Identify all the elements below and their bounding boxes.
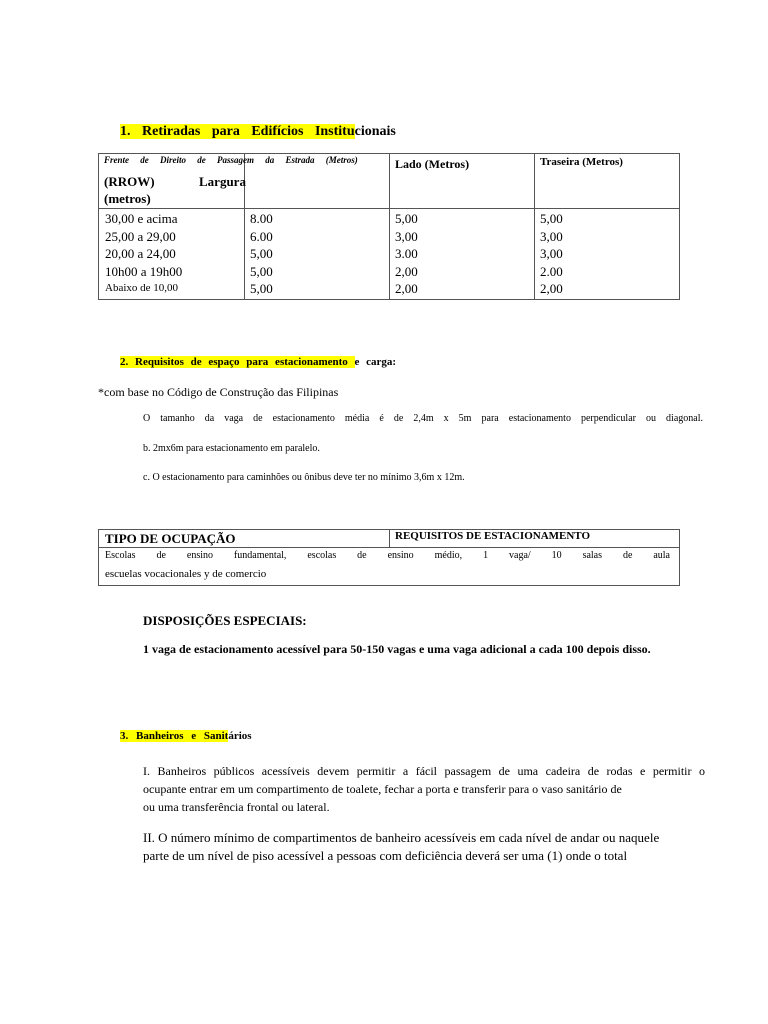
section1-heading-highlight: 1. Retiradas para Edifícios Institu [120,124,355,139]
table-cell: escuelas vocacionales y de comercio [105,568,267,580]
header-largura: Largura [199,174,246,189]
table-cell: Escolas de ensino fundamental, escolas de ensino médio, 1 vaga/ 10 salas de aula [105,550,670,561]
table-cell: 2,00 [395,281,418,297]
header-tipo-ocupacao: TIPO DE OCUPAÇÃO [105,531,236,546]
table-cell: 3.00 [395,246,418,262]
table-divider [389,154,390,299]
table-cell: 5,00 [250,281,273,297]
column-range [105,210,182,298]
paragraph-i [143,762,705,816]
table-cell: 5,00 [395,211,418,226]
table-divider [99,547,679,548]
table-cell: 2,00 [395,263,418,279]
table-cell: 5,00 [540,211,563,226]
table-cell: 3,00 [540,228,563,244]
section3-heading [120,730,252,742]
table-cell: 2,00 [540,281,563,297]
table-cell: Abaixo de 10,00 [105,282,179,295]
parking-size-paragraph: O tamanho da vaga de estacionamento média é de 2,4m x 5m para estacionamento perpendicular ou diagonal. [143,413,703,424]
section3-heading-rest: ários [228,730,252,742]
table-cell: 20,00 a 24,00 [105,246,176,262]
code-note: *com base no Código de Construção das Filipinas [98,385,339,399]
table-divider [99,208,679,209]
paragraph-line: ou uma transferência frontal ou lateral. [143,800,330,814]
header-traseira: Traseira (Metros) [540,156,623,168]
header-frente: Frente de Direito de Passagem da Estrada (Metros) [104,155,358,165]
column-lado [395,210,418,298]
table-cell: 5,00 [250,263,273,279]
table-cell: 5,00 [250,246,273,262]
table-cell: 3,00 [395,228,418,244]
table-cell: 3,00 [540,246,563,262]
header-lado: Lado (Metros) [395,157,470,171]
column-traseira [540,210,563,298]
paragraph-line: I. Banheiros públicos acessíveis devem permitir a fácil passagem de uma cadeira de rodas e permitir o [143,764,705,778]
truck-parking-paragraph: c. O estacionamento para caminhões ou ônibus deve ter no mínimo 3,6m x 12m. [143,472,465,483]
paragraph-line: ocupante entrar em um compartimento de toalete, fechar a porta e transferir para o vaso sanitário de [143,782,622,796]
paragraph-ii [143,829,705,865]
table-divider [389,530,390,547]
special-provisions-title: DISPOSIÇÕES ESPECIAIS: [143,613,307,628]
section1-heading [120,124,396,140]
table-cell: 10h00 a 19h00 [105,263,183,279]
header-metros: (metros) [104,191,151,206]
setback-table [98,153,680,300]
parallel-parking-paragraph: b. 2mx6m para estacionamento em paralelo. [143,443,320,454]
header-requisitos: REQUISITOS DE ESTACIONAMENTO [395,530,590,542]
section2-heading-highlight: 2. Requisitos de espaço para estacionamento [120,356,355,368]
table-divider [534,154,535,299]
table-cell: 6.00 [250,228,273,244]
section3-heading-highlight: 3. Banheiros e Sanit [120,730,229,742]
section2-heading [120,356,396,368]
table-cell: 8.00 [250,211,273,226]
special-provisions-text: 1 vaga de estacionamento acessível para 50-150 vagas e uma vaga adicional a cada 100 depois disso. [143,642,651,656]
column-largura [250,210,273,298]
table-cell: 30,00 e acima [105,211,178,226]
table-cell: 25,00 a 29,00 [105,228,176,244]
paragraph-line: II. O número mínimo de compartimentos de banheiro acessíveis em cada nível de andar ou naquele [143,830,660,845]
paragraph-line: parte de um nível de piso acessível a pessoas com deficiência deverá ser uma (1) onde o total [143,848,628,863]
occupancy-table [98,529,680,586]
section2-heading-rest: e carga: [354,356,397,368]
table-cell: 2.00 [540,263,563,279]
section1-heading-rest: cionais [354,124,396,139]
header-rrow: (RROW) [104,174,155,189]
